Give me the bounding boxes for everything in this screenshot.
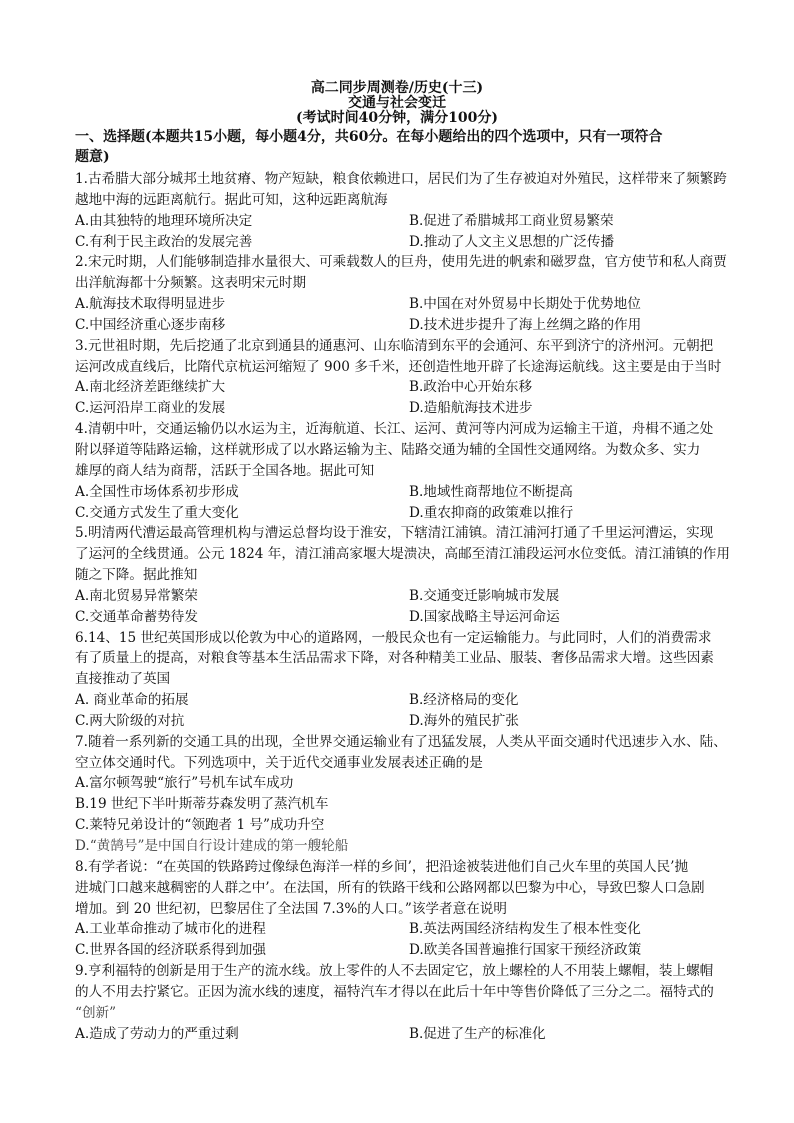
question-stem-line: 随之下降。据此推知 bbox=[75, 567, 198, 584]
question-8 bbox=[75, 857, 735, 961]
option-A[interactable]: A.航海技术取得明显进步 bbox=[75, 296, 226, 313]
option-C[interactable]: C.中国经济重心逐步南移 bbox=[75, 316, 226, 333]
option-row bbox=[75, 586, 735, 607]
option-row bbox=[75, 211, 735, 232]
option-A[interactable]: A.南北经济差距继续扩大 bbox=[75, 379, 226, 396]
option-row bbox=[75, 815, 735, 836]
question-stem-line: 进城门口越来越稠密的人群之中’。在法国，所有的铁路干线和公路网都以巴黎为中心，导致巴黎人口急剧 bbox=[75, 879, 705, 896]
option-C[interactable]: C.两大阶级的对抗 bbox=[75, 712, 185, 729]
option-D[interactable]: D.欧美各国普遍推行国家干预经济政策 bbox=[409, 942, 642, 959]
question-stem-line: 增加。到 20 世纪初，巴黎居住了全法国 7.3%的人口。”该学者意在说明 bbox=[75, 900, 507, 917]
question-4 bbox=[75, 419, 735, 523]
option-A[interactable]: A. 商业革命的拓展 bbox=[75, 692, 189, 709]
question-stem-line: “创新” bbox=[75, 1004, 117, 1021]
option-B[interactable]: B.地域性商帮地位不断提高 bbox=[409, 483, 573, 500]
exam-info: (考试时间40分钟，满分100分) bbox=[296, 110, 498, 126]
question-stem-line: 2.宋元时期，人们能够制造排水量很大、可乘载数人的巨舟，使用先进的帆索和磁罗盘，官方使节和私人商贾 bbox=[75, 254, 727, 271]
question-stem-line: 有了质量上的提高，对粮食等基本生活品需求下降，对各种精美工业品、服装、奢侈品需求大增。这些因素 bbox=[75, 650, 714, 667]
option-row bbox=[75, 377, 735, 398]
question-stem-line: 7.随着一系列新的交通工具的出现，全世界交通运输业有了迅猛发展，人类从平面交通时代迅速步入水、陆、 bbox=[75, 733, 727, 750]
question-9 bbox=[75, 961, 735, 1044]
section-heading bbox=[75, 127, 725, 167]
question-stem-line: 直接推动了英国 bbox=[75, 671, 171, 688]
option-C[interactable]: C.运河沿岸工商业的发展 bbox=[75, 400, 226, 417]
page-subtitle: 交通与社会变迁 bbox=[348, 95, 446, 111]
option-B[interactable]: B.经济格局的变化 bbox=[409, 692, 519, 709]
option-A[interactable]: A.由其独特的地理环境所决定 bbox=[75, 212, 253, 229]
option-D[interactable]: D.海外的殖民扩张 bbox=[409, 712, 519, 729]
option-B[interactable]: B.中国在对外贸易中长期处于优势地位 bbox=[409, 296, 641, 313]
option-B[interactable]: B.19 世纪下半叶斯蒂芬森发明了蒸汽机车 bbox=[75, 796, 329, 813]
option-row bbox=[75, 315, 735, 336]
option-C[interactable]: C.交通革命蓄势待发 bbox=[75, 608, 198, 625]
option-row bbox=[75, 503, 735, 524]
question-stem-line: 5.明清两代漕运最高管理机构与漕运总督均设于淮安，下辖清江浦镇。清江浦河打通了千里运河漕运，实现 bbox=[75, 525, 714, 542]
page-title: 高二同步周测卷/历史(十三) bbox=[310, 80, 484, 96]
option-row bbox=[75, 919, 735, 940]
option-B[interactable]: B.英法两国经济结构发生了根本性变化 bbox=[409, 921, 641, 938]
question-7 bbox=[75, 732, 735, 857]
section-heading-line: 题意) bbox=[75, 149, 110, 165]
option-C[interactable]: C.莱特兄弟设计的“领跑者 1 号”成功升空 bbox=[75, 817, 325, 834]
question-stem-line: 出洋航海都十分频繁。这表明宋元时期 bbox=[75, 275, 307, 292]
question-5 bbox=[75, 523, 735, 627]
option-D[interactable]: D.“黄鹄号”是中国自行设计建成的第一艘轮船 bbox=[75, 838, 349, 854]
question-stem-line: 了运河的全线贯通。公元 1824 年，清江浦高家堰大堤溃决，高邮至清江浦段运河水位变低。清江浦镇的作用 bbox=[75, 546, 730, 563]
option-C[interactable]: C.世界各国的经济联系得到加强 bbox=[75, 942, 266, 959]
question-3 bbox=[75, 336, 735, 419]
option-C[interactable]: C.有利于民主政治的发展完善 bbox=[75, 233, 253, 250]
option-D[interactable]: D.推动了人文主义思想的广泛传播 bbox=[409, 233, 615, 250]
option-B[interactable]: B.促进了希腊城邦工商业贸易繁荣 bbox=[409, 212, 614, 229]
option-A[interactable]: A.富尔顿驾驶“旅行”号机车试车成功 bbox=[75, 775, 294, 792]
option-row bbox=[75, 232, 735, 253]
option-row bbox=[75, 773, 735, 794]
question-stem-line: 6.14、15 世纪英国形成以伦敦为中心的道路网，一般民众也有一定运输能力。与此同时，人们的消费需求 bbox=[75, 629, 712, 646]
question-stem-line: 的人不用去拧紧它。正因为流水线的速度，福特汽车才得以在此后十年中等售价降低了三分之二。福特式的 bbox=[75, 983, 714, 1000]
option-row bbox=[75, 794, 735, 815]
option-B[interactable]: B.促进了生产的标准化 bbox=[409, 1025, 546, 1042]
question-list bbox=[75, 169, 735, 1044]
option-row bbox=[75, 607, 735, 628]
question-stem-line: 雄厚的商人结为商帮，活跃于全国各地。据此可知 bbox=[75, 462, 375, 479]
question-stem-line: 9.亨利福特的创新是用于生产的流水线。放上零件的人不去固定它，放上螺栓的人不用装上螺帽，装上螺帽 bbox=[75, 963, 714, 980]
question-2 bbox=[75, 252, 735, 335]
option-row bbox=[75, 482, 735, 503]
option-D[interactable]: D.造船航海技术进步 bbox=[409, 400, 533, 417]
section-heading-line: 一、选择题(本题共15小题，每小题4分，共60分。在每小题给出的四个选项中，只有一项符合 bbox=[75, 129, 663, 145]
question-stem-line: 空立体交通时代。下列选项中，关于近代交通事业发展表述正确的是 bbox=[75, 754, 483, 771]
question-1 bbox=[75, 169, 735, 252]
option-row bbox=[75, 940, 735, 961]
option-B[interactable]: B.交通变迁影响城市发展 bbox=[409, 587, 560, 604]
question-stem-line: 1.古希腊大部分城邦土地贫瘠、物产短缺，粮食依赖进口，居民们为了生存被迫对外殖民，这样带来了频繁跨 bbox=[75, 171, 727, 187]
question-stem-line: 3.元世祖时期，先后挖通了北京到通县的通惠河、山东临清到东平的会通河、东平到济宁的济州河。元朝把 bbox=[75, 337, 714, 354]
option-D[interactable]: D.国家战略主导运河命运 bbox=[409, 608, 560, 625]
option-row bbox=[75, 398, 735, 419]
option-D[interactable]: D.重农抑商的政策难以推行 bbox=[409, 504, 574, 521]
option-row bbox=[75, 711, 735, 732]
option-A[interactable]: A.工业革命推动了城市化的进程 bbox=[75, 921, 266, 938]
option-A[interactable]: A.造成了劳动力的严重过剩 bbox=[75, 1025, 239, 1042]
question-stem-line: 4.清朝中叶，交通运输仍以水运为主，近海航道、长江、运河、黄河等内河成为运输主干道，舟楫不通之处 bbox=[75, 421, 714, 438]
question-stem-line: 越地中海的远距离航行。据此可知，这种远距离航海 bbox=[75, 191, 388, 208]
option-A[interactable]: A.全国性市场体系初步形成 bbox=[75, 483, 239, 500]
option-A[interactable]: A.南北贸易异常繁荣 bbox=[75, 587, 198, 604]
question-stem-line: 附以驿道等陆路运输，这样就形成了以水路运输为主、陆路交通为辅的全国性交通网络。为数众多、实力 bbox=[75, 441, 701, 458]
option-C[interactable]: C.交通方式发生了重大变化 bbox=[75, 504, 239, 521]
option-row bbox=[75, 836, 735, 857]
option-row bbox=[75, 294, 735, 315]
option-D[interactable]: D.技术进步提升了海上丝绸之路的作用 bbox=[409, 316, 642, 333]
question-stem-line: 8.有学者说：“在英国的铁路跨过像绿色海洋一样的乡间’，把沿途被装进他们自己火车里的英国人民’抛 bbox=[75, 858, 689, 875]
question-stem-line: 运河改成直线后，比隋代京杭运河缩短了 900 多千米，还创造性地开辟了长途海运航线。这主要是由于当时 bbox=[75, 358, 722, 375]
option-row bbox=[75, 1024, 735, 1045]
option-row bbox=[75, 690, 735, 711]
option-B[interactable]: B.政治中心开始东移 bbox=[409, 379, 533, 396]
question-6 bbox=[75, 628, 735, 732]
